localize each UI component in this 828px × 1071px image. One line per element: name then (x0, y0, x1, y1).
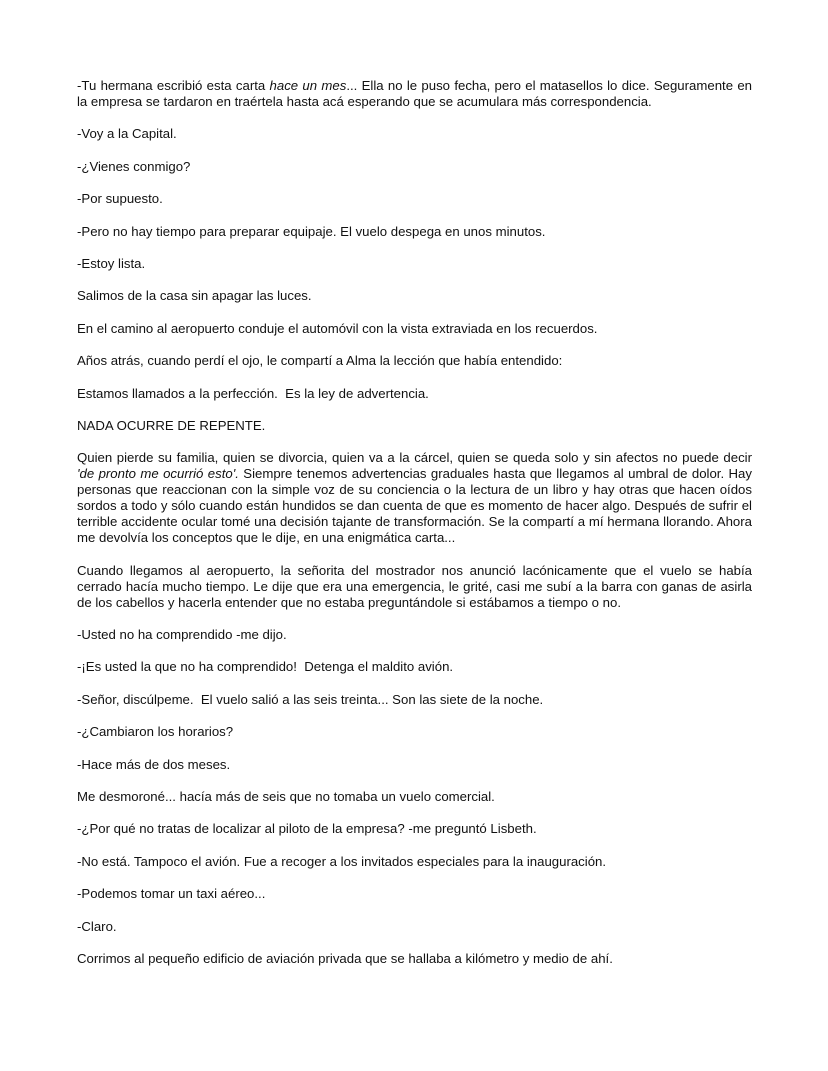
emphasis-hace-un-mes: hace un mes (269, 78, 347, 93)
paragraph: Corrimos al pequeño edificio de aviación privada que se hallaba a kilómetro y medio de ahí. (77, 950, 613, 966)
paragraph: Estamos llamados a la perfección. Es la ley de advertencia. (77, 385, 429, 401)
paragraph-letter-date: -Tu hermana escribió esta carta hace un mes... Ella no le puso fecha, pero el matasellos lo dice. Seguramente en la empresa se tardaron en traértela hasta acá esperando que se acumulara más correspondencia. (77, 78, 752, 109)
paragraph: -¿Vienes conmigo? (77, 158, 191, 174)
paragraph: -¿Cambiaron los horarios? (77, 724, 234, 740)
paragraph: Salimos de la casa sin apagar las luces. (77, 288, 312, 304)
paragraph: -Señor, discúlpeme. El vuelo salió a las seis treinta... Son las siete de la noche. (77, 691, 544, 707)
paragraph-heading: NADA OCURRE DE REPENTE. (77, 417, 266, 433)
paragraph: -Claro. (77, 918, 117, 934)
paragraph: -Estoy lista. (77, 255, 146, 271)
paragraph: -¿Por qué no tratas de localizar al piloto de la empresa? -me preguntó Lisbeth. (77, 821, 537, 837)
paragraph: -Usted no ha comprendido -me dijo. (77, 627, 287, 643)
paragraph: -Pero no hay tiempo para preparar equipaje. El vuelo despega en unos minutos. (77, 223, 546, 239)
paragraph: Cuando llegamos al aeropuerto, la señorita del mostrador nos anunció lacónicamente que el vuelo se había cerrado hacía mucho tiempo. Le dije que era una emergencia, le grité, casi me subí a la barra con ganas de asirla de los cabellos y hacerla entender que no estaba preguntándole si estábamos a tiempo o no. (77, 562, 752, 610)
paragraph: -¡Es usted la que no ha comprendido! Detenga el maldito avión. (77, 659, 454, 675)
paragraph: Años atrás, cuando perdí el ojo, le compartí a Alma la lección que había entendido: (77, 353, 563, 369)
paragraph: -Voy a la Capital. (77, 126, 177, 142)
paragraph: -Hace más de dos meses. (77, 756, 231, 772)
paragraph: -Podemos tomar un taxi aéreo... (77, 886, 266, 902)
paragraph: -No está. Tampoco el avión. Fue a recoger a los invitados especiales para la inauguración. (77, 853, 607, 869)
document-page (77, 78, 752, 983)
paragraph: Me desmoroné... hacía más de seis que no tomaba un vuelo comercial. (77, 789, 495, 805)
paragraph-advertencias: Quien pierde su familia, quien se divorcia, quien va a la cárcel, quien se queda solo y sin afectos no puede decir 'de pronto me ocurrió esto'. Siempre tenemos advertencias graduales hasta que llegamos al umbral de dolor. Hay personas que reaccionan con la simple voz de su conciencia o la lectura de un libro y hay otras que hacen oídos sordos a todo y sólo cuando están hundidos se dan cuenta de que es momento de hacer algo. Después de sufrir el terrible accidente ocular tomé una decisión tajante de transformación. Se la compartí a mí hermana llorando. Ahora me devolvía los conceptos que le dije, en una enigmática carta... (77, 450, 752, 546)
emphasis-de-pronto: 'de pronto me ocurrió esto'. (77, 466, 239, 482)
paragraph: En el camino al aeropuerto conduje el automóvil con la vista extraviada en los recuerdos. (77, 320, 598, 336)
paragraph: -Por supuesto. (77, 191, 163, 207)
